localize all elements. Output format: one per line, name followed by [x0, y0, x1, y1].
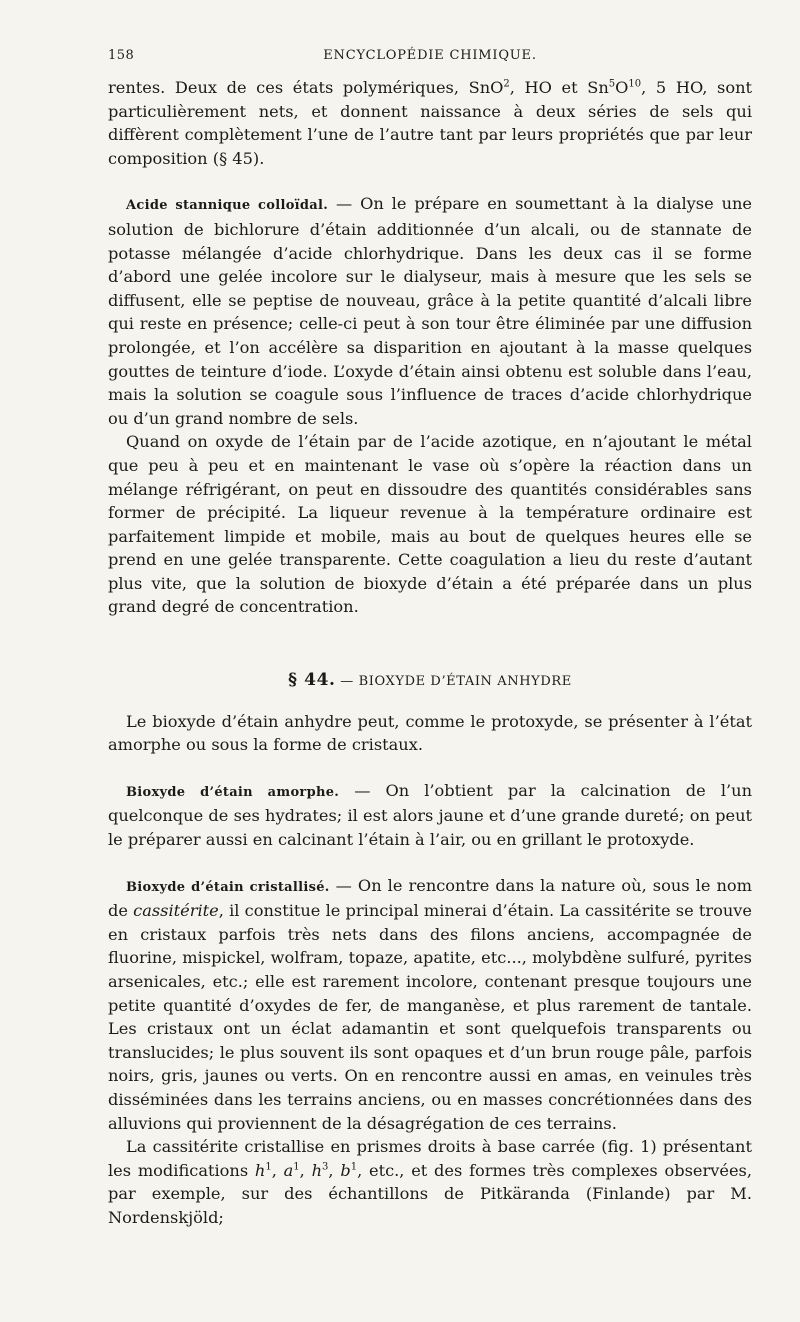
- text-run: rentes. Deux de ces états polymériques, SnO: [108, 78, 504, 97]
- text-run: , HO et Sn: [509, 78, 609, 97]
- text-run: La cassitérite cristallise en prismes droits à base carrée (fig. 1) présentant les modifications: [108, 1137, 752, 1180]
- paragraph-acide-stannique-colloidal: [108, 192, 752, 430]
- text-run: — On le rencontre dans la nature où, sous le nom de: [108, 875, 752, 921]
- running-title: ENCYCLOPÉDIE CHIMIQUE.: [323, 48, 537, 63]
- paragraph-intro-anhydre: [108, 710, 752, 757]
- text-run: , il constitue le principal minerai d’étain. La cassitérite se trouve en cristaux parfois très nets dans des filons anciens, accompagnée de fluorine, mispickel, wolfram, topaze, apatite, etc..., molybdène sulfuré, pyrites arsenicales, etc.; elle est rarement incolore, contenant presque toujours une petite quantité d’oxydes de fer, de manganèse, et plus rarement de tantale. Les cristaux ont un éclat adamantin et sont quelquefois transparents ou translucides; le plus souvent ils sont opaques et d’un brun rouge pâle, parfois noirs, gris, jaunes ou verts. On en rencontre aussi en amas, en veinules très disséminées dans les terrains anciens, ou en masses concrétionnées dans des alluvions qui proviennent de la désagrégation de ces terrains.: [108, 901, 752, 1133]
- text-run: — On le prépare en soumettant à la dialyse une solution de bichlorure d’étain additionnée d’un alcali, ou de stannate de potasse mélangée d’acide chlorhydrique. Dans les deux cas il se forme d’abord une gelée incolore sur le dialyseur, mais à mesure que les sels se diffusent, elle se peptise de nouveau, grâce à la petite quantité d’alcali libre qui reste en présence; celle-ci peut à son tour être éliminée par une diffusion prolongée, et l’on accélère sa disparition en ajoutant à la masse quelques gouttes de teinture d’iode. L’oxyde d’étain ainsi obtenu est soluble dans l’eau, mais la solution se coagule sous l’influence de traces d’acide chlorhydrique ou d’un grand nombre de sels.: [108, 194, 753, 428]
- text-run: ,: [271, 1160, 284, 1180]
- section-number: § 44.: [288, 670, 336, 691]
- text-run: O: [615, 78, 629, 97]
- superscript: 3: [322, 1161, 329, 1173]
- superscript: 1: [293, 1161, 300, 1173]
- text-run: Quand on oxyde de l’étain par de l’acide azotique, en n’ajoutant le métal que peu à peu et en maintenant le vase où s’opère la réaction dans un mélange réfrigérant, on peut en dissoudre des quantités considérables sans former de précipité. La liqueur revenue à la température ordinaire est parfaitement limpide et mobile, mais au bout de quelques heures elle se prend en une gelée transparente. Cette coagulation a lieu du reste d’autant plus vite, que la solution de bioxyde d’étain a été préparée dans un plus grand degré de concentration.: [108, 432, 752, 617]
- italic-term: cassitérite: [133, 901, 219, 921]
- rubric-bioxyde-amorphe: Bioxyde d’étain amorphe.: [126, 784, 340, 800]
- rubric-bioxyde-cristallise: Bioxyde d’étain cristallisé.: [126, 879, 330, 895]
- superscript: 5: [608, 78, 616, 90]
- paragraph-oxydation-azotique: [108, 430, 752, 619]
- crystal-face-symbol: a: [283, 1160, 294, 1180]
- paragraph-continuation: [108, 76, 752, 170]
- crystal-face-symbol: h: [311, 1160, 323, 1180]
- superscript: 10: [628, 78, 642, 90]
- page-number: 158: [108, 48, 135, 63]
- paragraph-bioxyde-cristallise: [108, 874, 752, 1136]
- text-run: , 5 HO, sont particulièrement nets, et donnent naissance à deux séries de sels qui diffèrent complètement l’une de l’autre tant par leurs propriétés que par leur composition (§ 45).: [108, 78, 753, 168]
- section-heading: [108, 669, 752, 694]
- text-run: ,: [299, 1160, 312, 1180]
- crystal-face-symbol: b: [340, 1160, 351, 1180]
- paragraph-cristallisation: [108, 1135, 752, 1229]
- section-title: BIOXYDE D’ÉTAIN ANHYDRE: [358, 674, 572, 690]
- running-header: [108, 44, 752, 66]
- paragraph-bioxyde-amorphe: [108, 779, 752, 852]
- text-run: , etc., et des formes très complexes observées, par exemple, sur des échantillons de Pitkäranda (Finlande) par M. Nordenskjöld;: [108, 1160, 752, 1227]
- text-run: — On l’obtient par la calcination de l’un quelconque de ses hydrates; il est alors jaune et d’une grande dureté; on peut le préparer aussi en calcinant l’étain à l’air, ou en grillant le protoxyde.: [108, 780, 752, 850]
- superscript: 1: [265, 1161, 272, 1173]
- superscript: 2: [503, 78, 510, 90]
- section-dash: —: [335, 674, 359, 690]
- text-run: Le bioxyde d’étain anhydre peut, comme le protoxyde, se présenter à l’état amorphe ou sous la forme de cristaux.: [108, 711, 752, 755]
- crystal-face-symbol: h: [254, 1160, 266, 1180]
- superscript: 1: [350, 1161, 358, 1173]
- body-text: [108, 76, 752, 1230]
- rubric-acide-stannique-colloidal: Acide stannique colloïdal.: [126, 198, 329, 214]
- text-run: ,: [328, 1160, 341, 1180]
